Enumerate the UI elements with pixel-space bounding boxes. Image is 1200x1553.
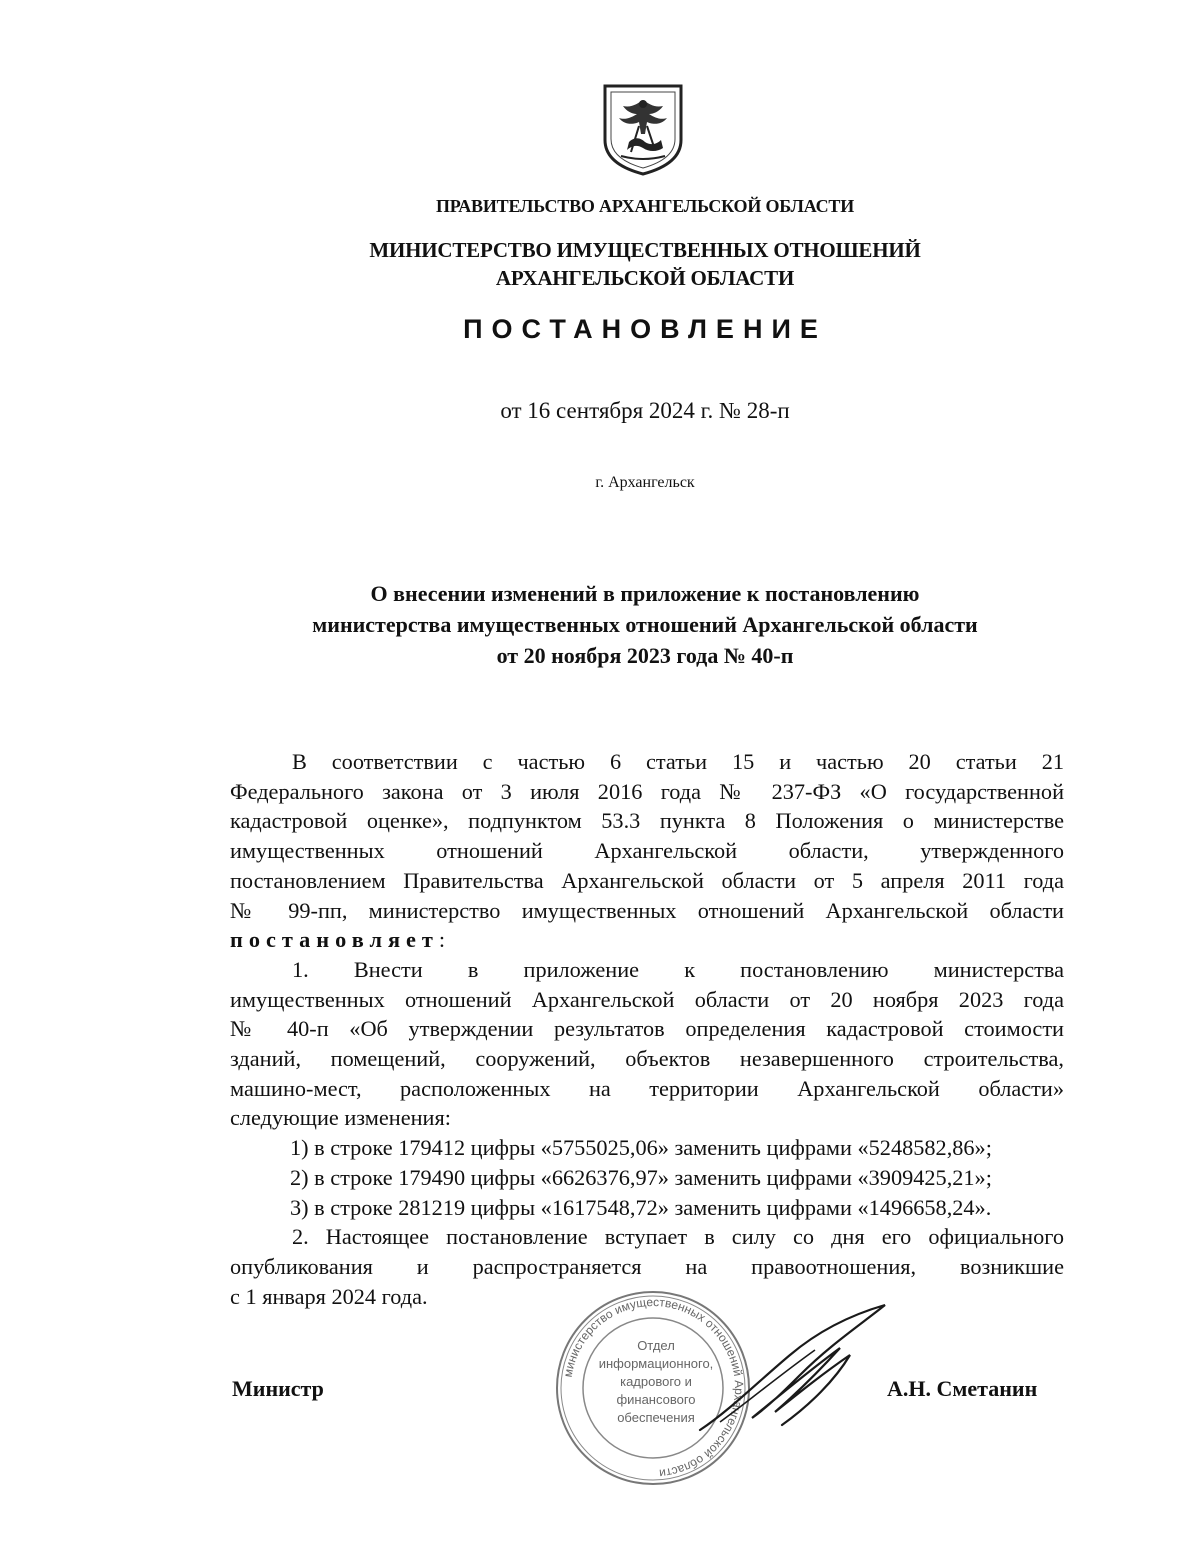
decree-word: постановляет [230, 927, 439, 953]
body-line: имущественных отношений Архангельской области от 20 ноября 2023 года [230, 986, 1064, 1012]
change-item-3: 3) в строке 281219 цифры «1617548,72» заменить цифрами «1496658,24». [290, 1194, 992, 1220]
document-city: г. Архангельск [595, 474, 695, 491]
change-item-1: 1) в строке 179412 цифры «5755025,06» заменить цифрами «5248582,86»; [290, 1135, 992, 1161]
title-line3: от 20 ноября 2023 года № 40-п [496, 643, 794, 668]
decree-colon: : [438, 927, 446, 953]
title-line2: министерства имущественных отношений Архангельской области [312, 612, 978, 637]
stamp-line3: кадрового и [620, 1374, 692, 1389]
body-line: следующие изменения: [230, 1105, 451, 1131]
body-line: опубликования и распространяется на правоотношения, возникшие [230, 1253, 1064, 1279]
body-line: с 1 января 2024 года. [230, 1283, 428, 1309]
body-line: Федерального закона от 3 июля 2016 года № 237-ФЗ «О государственной [230, 778, 1064, 804]
body-line: № 40-п «Об утверждении результатов определения кадастровой стоимости [230, 1016, 1064, 1042]
body-line: зданий, помещений, сооружений, объектов незавершенного строительства, [230, 1046, 1064, 1072]
body-line: кадастровой оценке», подпунктом 53.3 пункта 8 Положения о министерстве [230, 808, 1064, 834]
stamp-line4: финансового [616, 1392, 696, 1407]
ministry-name-line2: АРХАНГЕЛЬСКОЙ ОБЛАСТИ [495, 266, 795, 290]
handwritten-signature [690, 1300, 900, 1450]
document-type-heading: ПОСТАНОВЛЕНИЕ [463, 314, 827, 344]
coat-of-arms-emblem [601, 82, 685, 176]
signatory-role: Министр [232, 1376, 324, 1401]
document-date-number: от 16 сентября 2024 г. № 28-п [500, 398, 790, 423]
change-item-2: 2) в строке 179490 цифры «6626376,97» заменить цифрами «3909425,21»; [290, 1164, 992, 1190]
document-body [230, 747, 1064, 1311]
stamp-line1: Отдел [637, 1338, 675, 1353]
document-title [0, 578, 1200, 671]
government-name: ПРАВИТЕЛЬСТВО АРХАНГЕЛЬСКОЙ ОБЛАСТИ [435, 196, 855, 216]
stamp-ring-text: министерство имущественных отношений Архангельской области [560, 1294, 747, 1481]
body-line: 2. Настоящее постановление вступает в силу со дня его официального [292, 1224, 1064, 1250]
body-line: машино-мест, расположенных на территории Архангельской области» [230, 1075, 1064, 1101]
body-line: имущественных отношений Архангельской области, утвержденного [230, 838, 1064, 864]
title-line1: О внесении изменений в приложение к постановлению [370, 581, 920, 606]
ministry-name [0, 236, 1200, 292]
body-line: № 99-пп, министерство имущественных отношений Архангельской области [230, 897, 1064, 923]
body-line: 1. Внести в приложение к постановлению министерства [292, 956, 1064, 982]
decree-line [230, 925, 1064, 955]
stamp-line5: обеспечения [617, 1410, 695, 1425]
stamp-line2: информационного, [598, 1356, 714, 1371]
ministry-name-line1: МИНИСТЕРСТВО ИМУЩЕСТВЕННЫХ ОТНОШЕНИЙ [369, 238, 921, 262]
body-line: постановлением Правительства Архангельской области от 5 апреля 2011 года [230, 867, 1064, 893]
signatory-name: А.Н. Сметанин [887, 1376, 1038, 1401]
body-line: В соответствии с частью 6 статьи 15 и частью 20 статьи 21 [292, 749, 1064, 774]
